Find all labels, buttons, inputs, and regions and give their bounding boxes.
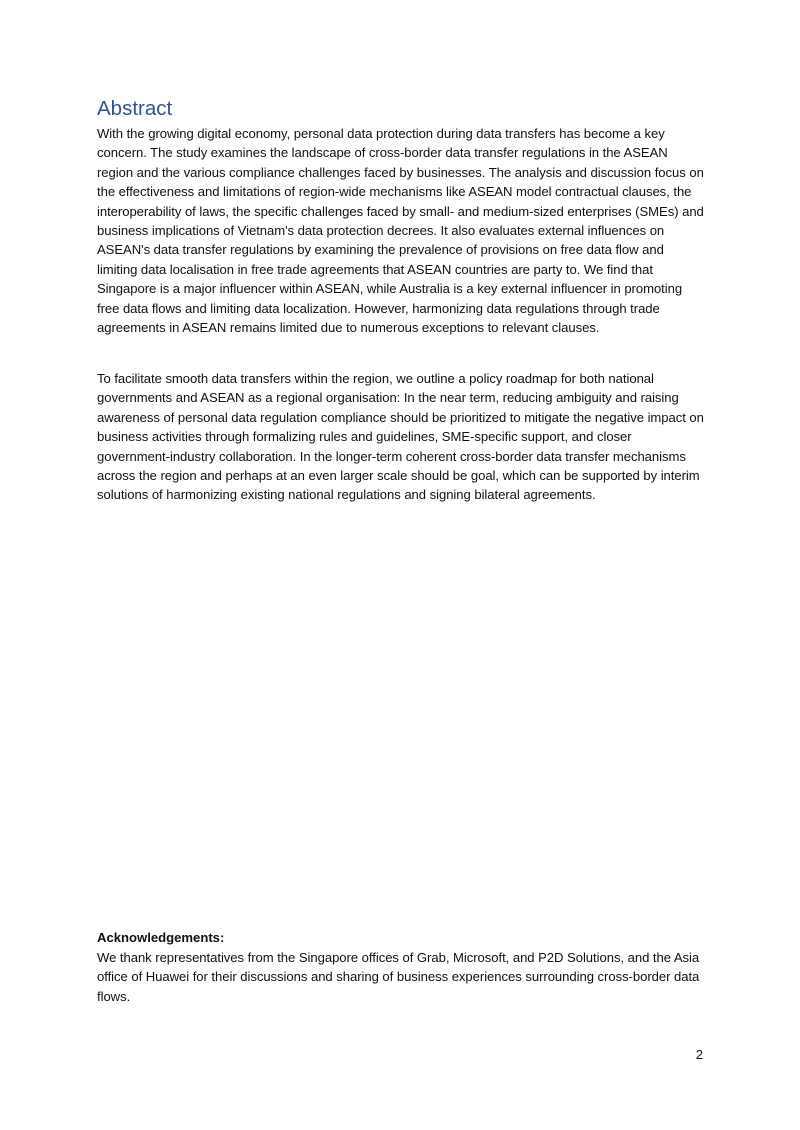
abstract-paragraph-2: To facilitate smooth data transfers within the region, we outline a policy roadmap for both national governments and ASEAN as a regional organisation: In the near term, reducing ambiguity and raising awareness of personal data regulation compliance should be prioritized to mitigate the negative impact on business activities through formalizing rules and guidelines, SME-specific support, and closer government-industry collaboration. In the longer-term coherent cross-border data transfer mechanisms across the region and perhaps at an even larger scale should be goal, which can be supported by interim solutions of harmonizing existing national regulations and signing bilateral agreements. bbox=[97, 371, 704, 503]
acknowledgements-title: Acknowledgements: bbox=[97, 930, 225, 945]
abstract-heading: Abstract bbox=[97, 97, 173, 120]
page-number: 2 bbox=[695, 1047, 703, 1062]
acknowledgements-text: We thank representatives from the Singapore offices of Grab, Microsoft, and P2D Solutions, and the Asia office of Huawei for their discussions and sharing of business experiences surrounding cross-border data flows. bbox=[97, 950, 700, 1004]
abstract-paragraph-1: With the growing digital economy, personal data protection during data transfers has become a key concern. The study examines the landscape of cross-border data transfer regulations in the ASEAN region and the various compliance challenges faced by businesses. The analysis and discussion focus on the effectiveness and limitations of region-wide mechanisms like ASEAN model contractual clauses, the interoperability of laws, the specific challenges faced by small- and medium-sized enterprises (SMEs) and business implications of Vietnam's data protection decrees. It also evaluates external influences on ASEAN's data transfer regulations by examining the prevalence of provisions on free data flow and limiting data localisation in free trade agreements that ASEAN countries are party to. We find that Singapore is a major influencer within ASEAN, while Australia is a key external influencer in promoting free data flows and limiting data localization. However, harmonizing data regulations through trade agreements in ASEAN remains limited due to numerous exceptions to relevant clauses. bbox=[97, 126, 704, 336]
